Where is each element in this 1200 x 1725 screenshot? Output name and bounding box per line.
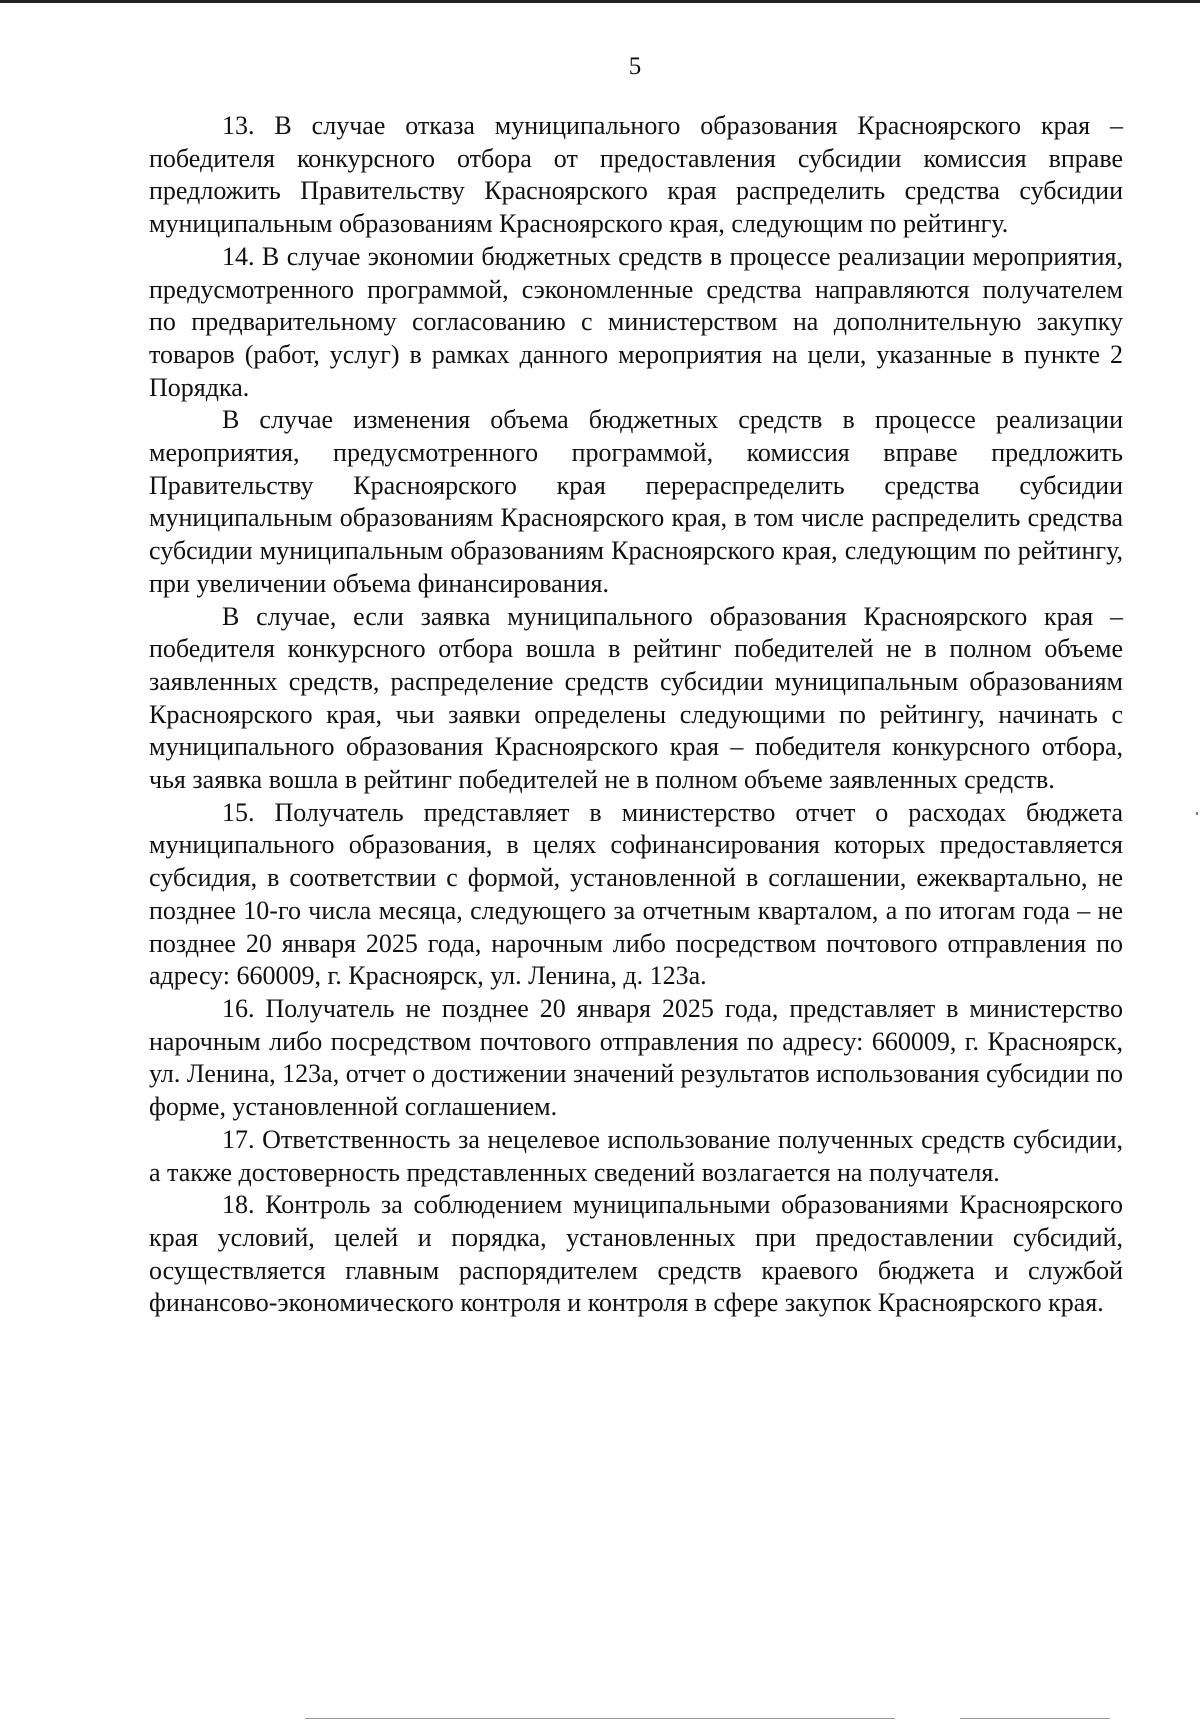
scan-bottom-line-right <box>960 1718 1110 1719</box>
paragraph-17: 17. Ответственность за нецелевое использование полученных средств субсидии, а также достоверность представленных сведений возлагается на получателя. <box>149 1124 1123 1187</box>
paragraph-16: 16. Получатель не позднее 20 января 2025 года, представляет в министерство нарочным либо посредством почтового отправления по адресу: 660009, г. Красноярск, ул. Ленина, 123а, отчет о достижении значений результатов использования субсидии по форме, установленной соглашением. <box>149 993 1123 1122</box>
scan-top-edge <box>0 0 1200 3</box>
document-body <box>149 110 1123 1320</box>
scan-bottom-line-left <box>305 1718 895 1719</box>
paragraph-18: 18. Контроль за соблюдением муниципальными образованиями Красноярского края условий, целей и порядка, установленных при предоставлении субсидий, осуществляется главным распорядителем средств краевого бюджета и службой финансово-экономического контроля и контроля в сфере закупок Красноярского края. <box>149 1190 1123 1318</box>
paragraph-14: 14. В случае экономии бюджетных средств в процессе реализации мероприятия, предусмотренного программой, сэкономленные средства направляются получателем по предварительному согласованию с министерством на дополнительную закупку товаров (работ, услуг) в рамках данного мероприятия на цели, указанные в пункте 2 Порядка. <box>149 241 1123 402</box>
paragraph-15: 15. Получатель представляет в министерство отчет о расходах бюджета муниципального образования, в целях софинансирования которых предоставляется субсидия, в соответствии с формой, установленной в соглашении, ежеквартально, не позднее 10-го числа месяца, следующего за отчетным кварталом, а по итогам года – не позднее 20 января 2025 года, нарочным либо посредством почтового отправления по адресу: 660009, г. Красноярск, ул. Ленина, д. 123а. <box>149 797 1123 991</box>
paragraph-14-partial-winner: В случае, если заявка муниципального образования Красноярского края – победителя конкурсного отбора вошла в рейтинг победителей не в полном объеме заявленных средств, распределение средств субсидии муниципальным образованиям Красноярского края, чьи заявки определены следующими по рейтингу, начинать с муниципального образования Красноярского края – победителя конкурсного отбора, чья заявка вошла в рейтинг победителей не в полном объеме заявленных средств. <box>149 601 1123 795</box>
paragraph-13: 13. В случае отказа муниципального образования Красноярского края – победителя конкурсного отбора от предоставления субсидии комиссия вправе предложить Правительству Красноярского края распределить средства субсидии муниципальным образованиям Красноярского края, следующим по рейтингу. <box>149 111 1123 239</box>
page-number: 5 <box>628 53 642 80</box>
scan-speck <box>1196 812 1198 815</box>
paragraph-14-budget-change: В случае изменения объема бюджетных средств в процессе реализации мероприятия, предусмотренного программой, комиссия вправе предложить Правительству Красноярского края перераспределить средства субсидии муниципальным образованиям Красноярского края, в том числе распределить средства субсидии муниципальным образованиям Красноярского края, следующим по рейтингу, при увеличении объема финансирования. <box>149 405 1123 598</box>
